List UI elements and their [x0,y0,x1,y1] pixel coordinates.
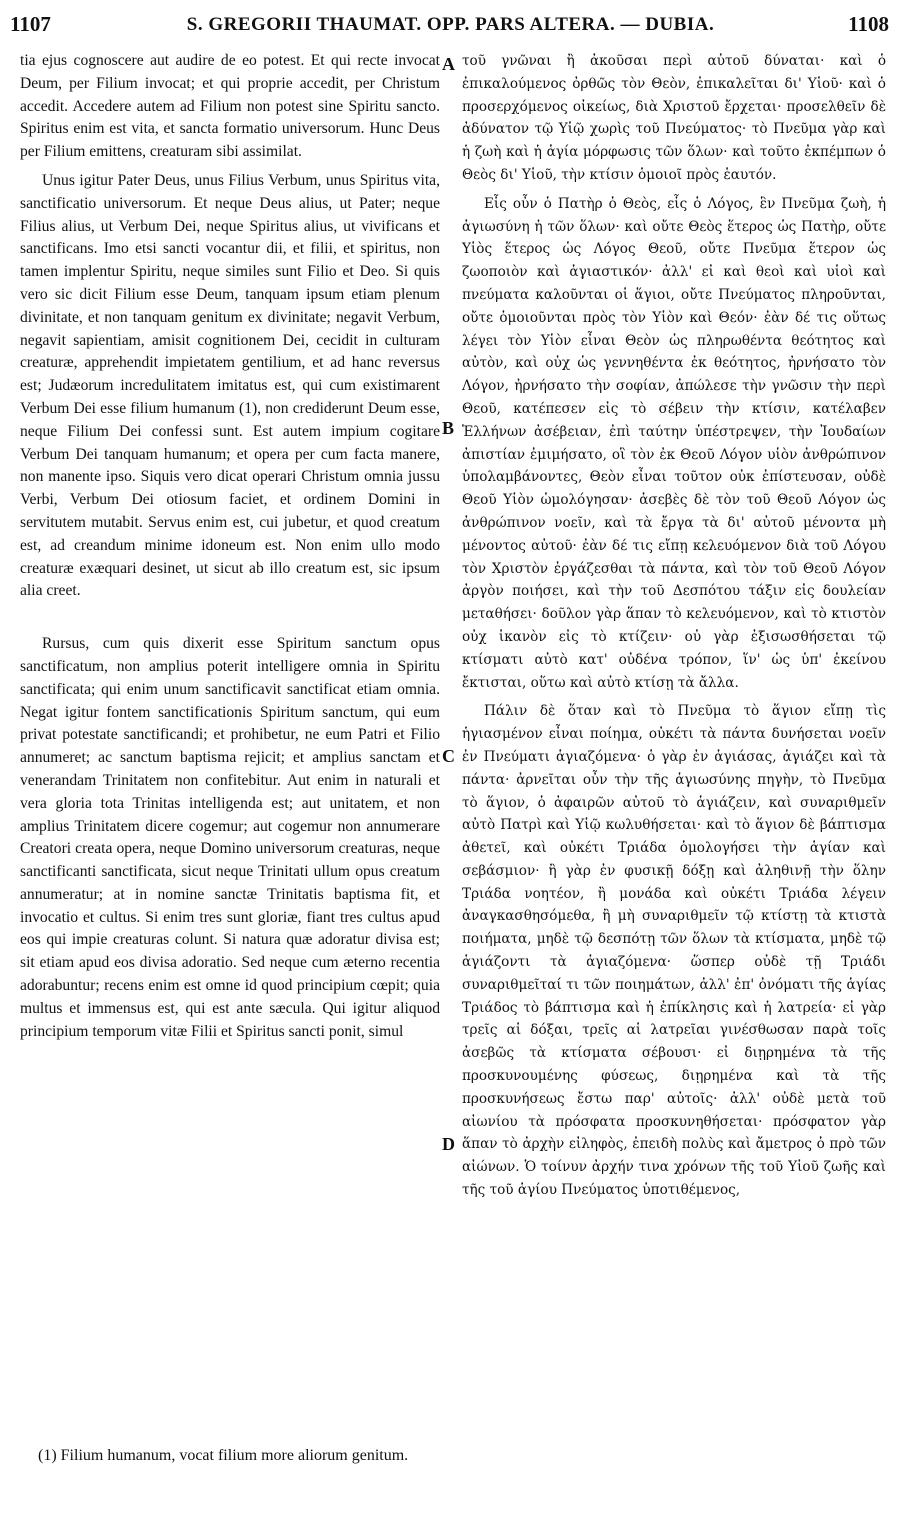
section-marker-c: C [442,746,455,766]
section-marker-a: A [442,54,455,74]
greek-paragraph-3: Πάλιν δὲ ὅταν καὶ τὸ Πνεῦμα τὸ ἅγιον εἴπῃ τὶς ἡγιασμένον εἶναι ποίημα, οὐκέτι τὰ πάντα δυνήσεται νοεῖν ἐν Πνεύματι ἁγιαζόμενα· ὁ γὰρ ἐν ἁγιάσας, ἁγιάζει καὶ τὰ πάντα· ἀρνεῖται οὖν τὴν τῆς ἁγιωσύνης πηγὴν, τὸ Πνεῦμα τὸ ἅγιον, ὁ ἀφαιρῶν αὐτοῦ τὸ ἁγιάζειν, καὶ συναριθμεῖν αὐτὸ Πατρὶ καὶ Υἱῷ κωλυθήσεται· καὶ τὸ ἅγιον δὲ βάπτισμα ἀθετεῖ, καὶ οὐκέτι Τριάδα ὁμολογήσει τὴν ἁγίαν καὶ σεβάσμιον· ἢ γὰρ ἐν φυσικῇ δόξῃ καὶ ἀληθινῇ τὴν ὅλην Τριάδα νοητέον, ἢ μονάδα καὶ οὐκέτι Τριάδα λέγειν ἀναγκασθησόμεθα, ἢ μὴ συναριθμεῖν τῷ κτίστῃ τὰ κτιστὰ ποιήματα, μηδὲ τῷ δεσπότῃ τῶν ὅλων τὰ κτίσματα, μηδὲ τῷ ἁγιάζοντι τὰ ἁγιαζόμενα· ὥσπερ οὐδὲ τῇ Τριάδι συναριθμεῖταί τι τῶν ποιημάτων, ἀλλ' ἐπ' ὀνόματι τῆς ἁγίας Τριάδος τὸ βάπτισμα καὶ ἡ ἐπίκλησις καὶ ἡ λατρεία· εἰ γὰρ τρεῖς αἱ δόξαι, τρεῖς αἱ λατρεῖαι γινέσθωσαν παρὰ τοῖς ἀσεβῶς τὰ κτίσματα σέβουσι· εἰ διῃρημένα τὰ τῆς προσκυνουμένης φύσεως, διῃρημένα καὶ τὰ τῆς προσκυνήσεως ἔστω παρ' αὐτοῖς· ἀλλ' οὐδὲ μετὰ τοῦ αἰωνίου τὰ πρόσφατα προσκυνηθήσεται· πρόσφατον γὰρ ἅπαν τὸ ἀρχὴν εἰληφὸς, ἐπειδὴ πολὺς καὶ ἄμετρος ὁ πρὸ τῶν αἰώνων. Ὁ τοίνυν ἀρχήν τινα χρόνων τῆς τοῦ Υἱοῦ ζωῆς καὶ τῆς τοῦ ἁγίου Πνεύματος ὑποτιθέμενος, [462,703,886,1199]
footnote: (1) Filium humanum, vocat filium more aliorum genitum. [38,1447,409,1464]
latin-column [20,50,440,1049]
right-page-number: 1108 [848,12,889,36]
latin-paragraph-3: Rursus, cum quis dixerit esse Spiritum sanctum opus sanctificatum, non amplius poterit intelligere omnia in Spiritu sanctificata; qui enim unum sanctificavit sanctificat etiam omnia. Negat igitur fontem sanctificationis Spiritum sanctum, qui eum privat potestate sanctificandi; et prohibetur, ne eum Patri et Filio annumeret; ac sanctum baptisma rejicit; et amplius sanctam et venerandam Trinitatem non confitebitur. Aut enim in naturali et vera gloria tota Trinitas intelligenda est; aut unitatem, et non amplius Trinitatem dicere cogemur; aut cogemur non annumerare Creatori creata opera, neque Domino universorum creaturas, neque sanctificanti sanctificata, sicut neque Trinitati ullum opus creatum annumeratur; at in nomine sanctæ Trinitatis baptisma fit, et invocatio et cultus. Si enim tres sunt gloriæ, fiant tres cultus apud eos qui impie creaturas colunt. Si natura quæ adoratur divisa est; sit etiam apud eos divisa adoratio. Sed neque cum æterno recentia adorabuntur; recens enim est omne id quod principium cœpit; quia multus et immensus est, qui est ante sæcula. Qui igitur aliquod principium temporum vitæ Filii et Spiritus sancti ponit, simul [20,635,440,1040]
running-head: S. GREGORII THAUMAT. OPP. PARS ALTERA. — DUBIA. [186,14,715,35]
left-page-number: 1107 [10,12,51,36]
greek-paragraph-1: τοῦ γνῶναι ἢ ἀκοῦσαι περὶ αὐτοῦ δύναται· καὶ ὁ ἐπικαλούμενος ὀρθῶς τὸν Θεὸν, ἐπικαλεῖται δι' Υἱοῦ· καὶ ὁ προσερχόμενος οἰκείως, διὰ Χριστοῦ ἔρχεται· προσελθεῖν δὲ ἀδύνατον τῷ Υἱῷ χωρὶς τοῦ Πνεύματος· τὸ Πνεῦμα γὰρ καὶ ἡ ζωὴ καὶ ἡ ἁγία μόρφωσις τῶν ὅλων· καὶ τοῦτο ἐκπέμπων ὁ Θεὸς δι' Υἱοῦ, τὴν κτίσιν ὁμοιοῖ πρὸς ἑαυτόν. [462,53,886,183]
latin-paragraph-2: Unus igitur Pater Deus, unus Filius Verbum, unus Spiritus vita, sanctificatio universorum. Et neque Deus alius, ut Pater; neque Filius alius, ut Verbum Dei, neque Spiritus alius, ut vivificans et sanctificans. Imo etsi sancti vocantur dii, et filii, et spiritus, non tamen implentur Spiritu, neque similes sunt Filio et Deo. Si quis vero sic dicit Filium esse Deum, tanquam ipsum etiam plenum divinitate, et non tanquam genitum ex divinitate; negavit Verbum, negavit sapientiam, amisit cognitionem Dei, cecidit in culturam creaturæ, apprehendit impietatem gentilium, et ad hanc reversus est; Judæorum incredulitatem imitatus est, qui cum existimarent Verbum Dei esse filium humanum (1), non crediderunt Deum esse, neque Filium Dei confessi sunt. Est autem impium cogitare Verbum Dei tanquam humanum; et opera per cum facta manere, non manente ipso. Siquis vero dicat operari Christum omnia jussu Verbi, Verbum Dei otiosum faciet, et ordinem Domini in servitutem mutabit. Servus enim est, cui jubetur, et quod creatum est, ad creandum minime idoneum est. Non enim ullo modo creaturæ exæquari desinet, ut sicut ab illo creatum est, sic ipsum alia creet. [20,171,440,600]
page-header [0,0,901,44]
greek-paragraph-2: Εἷς οὖν ὁ Πατὴρ ὁ Θεὸς, εἷς ὁ Λόγος, ἓν Πνεῦμα ζωὴ, ἡ ἁγιωσύνη ἡ τῶν ὅλων· καὶ οὔτε Θεὸς ἕτερος ὡς Πατὴρ, οὔτε Υἱὸς ἕτερος ὡς Λόγος Θεοῦ, οὔτε Πνεῦμα ἕτερον ὡς ζωοποιὸν καὶ ἁγιαστικόν· ἀλλ' εἰ καὶ θεοὶ καὶ υἱοὶ καὶ πνεύματα καλοῦνται οἱ ἅγιοι, οὔτε Πνεύματος πληροῦνται, οὔτε ὁμοιοῦνται πρὸς τὸν Υἱὸν καὶ Θεόν· ἐὰν δέ τις οὕτως λέγει τὸν Υἱὸν εἶναι Θεὸν ὡς πληρωθέντα θεότητος καὶ αὐτὸν, καὶ οὐχ ὡς γεννηθέντα ἐκ θεότητος, ἠρνήσατο τὸν Λόγον, ἠρνήσατο τὴν σοφίαν, ἀπώλεσε τὴν γνῶσιν τὴν περὶ Θεοῦ, κατέπεσεν εἰς τὸ σέβειν τὴν κτίσιν, κατέλαβεν Ἑλλήνων ἀσέβειαν, ἐπὶ ταύτην ὑπέστρεψεν, τὴν Ἰουδαίων ἀπιστίαν ἐμιμήσατο, οἳ τὸν ἐκ Θεοῦ Λόγον υἱὸν ἀνθρώπινον ὑπολαμβάνοντες, Θεὸν εἶναι τοῦτον οὐκ ἐπίστευσαν, οὐδὲ Θεοῦ Υἱὸν ὡμολόγησαν· ἀσεβὲς δὲ τὸν τοῦ Θεοῦ Λόγον ὡς ἀνθρώπινον νοεῖν, καὶ τὰ ἔργα τὰ δι' αὐτοῦ μένοντα μὴ μένοντος αὐτοῦ· ἐὰν δέ τις εἴπῃ κελευόμενον διὰ τοῦ Λόγου τὸν Χριστὸν ἐργάζεσθαι τὰ πάντα, καὶ τὸν τοῦ Θεοῦ Λόγον ἀργὸν ποιήσει, καὶ τὴν τοῦ Δεσπότου τάξιν εἰς δουλείαν μεταθήσει· δοῦλον γὰρ ἅπαν τὸ κελευόμενον, καὶ τὸ κτιστὸν οὐχ ἱκανὸν εἰς τὸ κτίζειν· οὐ γὰρ ἐξισωσθήσεται τῷ κτίσματι αὐτὸ κατ' οὐδένα τρόπον, ἵν' ὡς ὑπ' ἐκείνου ἔκτισται, οὕτω καὶ αὐτὸ κτίσῃ τὰ ἄλλα. [462,195,886,691]
latin-paragraph-1: tia ejus cognoscere aut audire de eo potest. Et qui recte invocat Deum, per Filium invocat; et qui proprie accedit, per Christum accedit. Accedere autem ad Filium non potest sine Spiritu sancto. Spiritus enim est vita, et sancta formatio universorum. Hunc Deus per Filium emittens, creaturam sibi assimilat. [20,52,440,161]
greek-column [462,50,886,1208]
section-marker-d: D [442,1134,455,1154]
section-marker-b: B [442,418,455,438]
